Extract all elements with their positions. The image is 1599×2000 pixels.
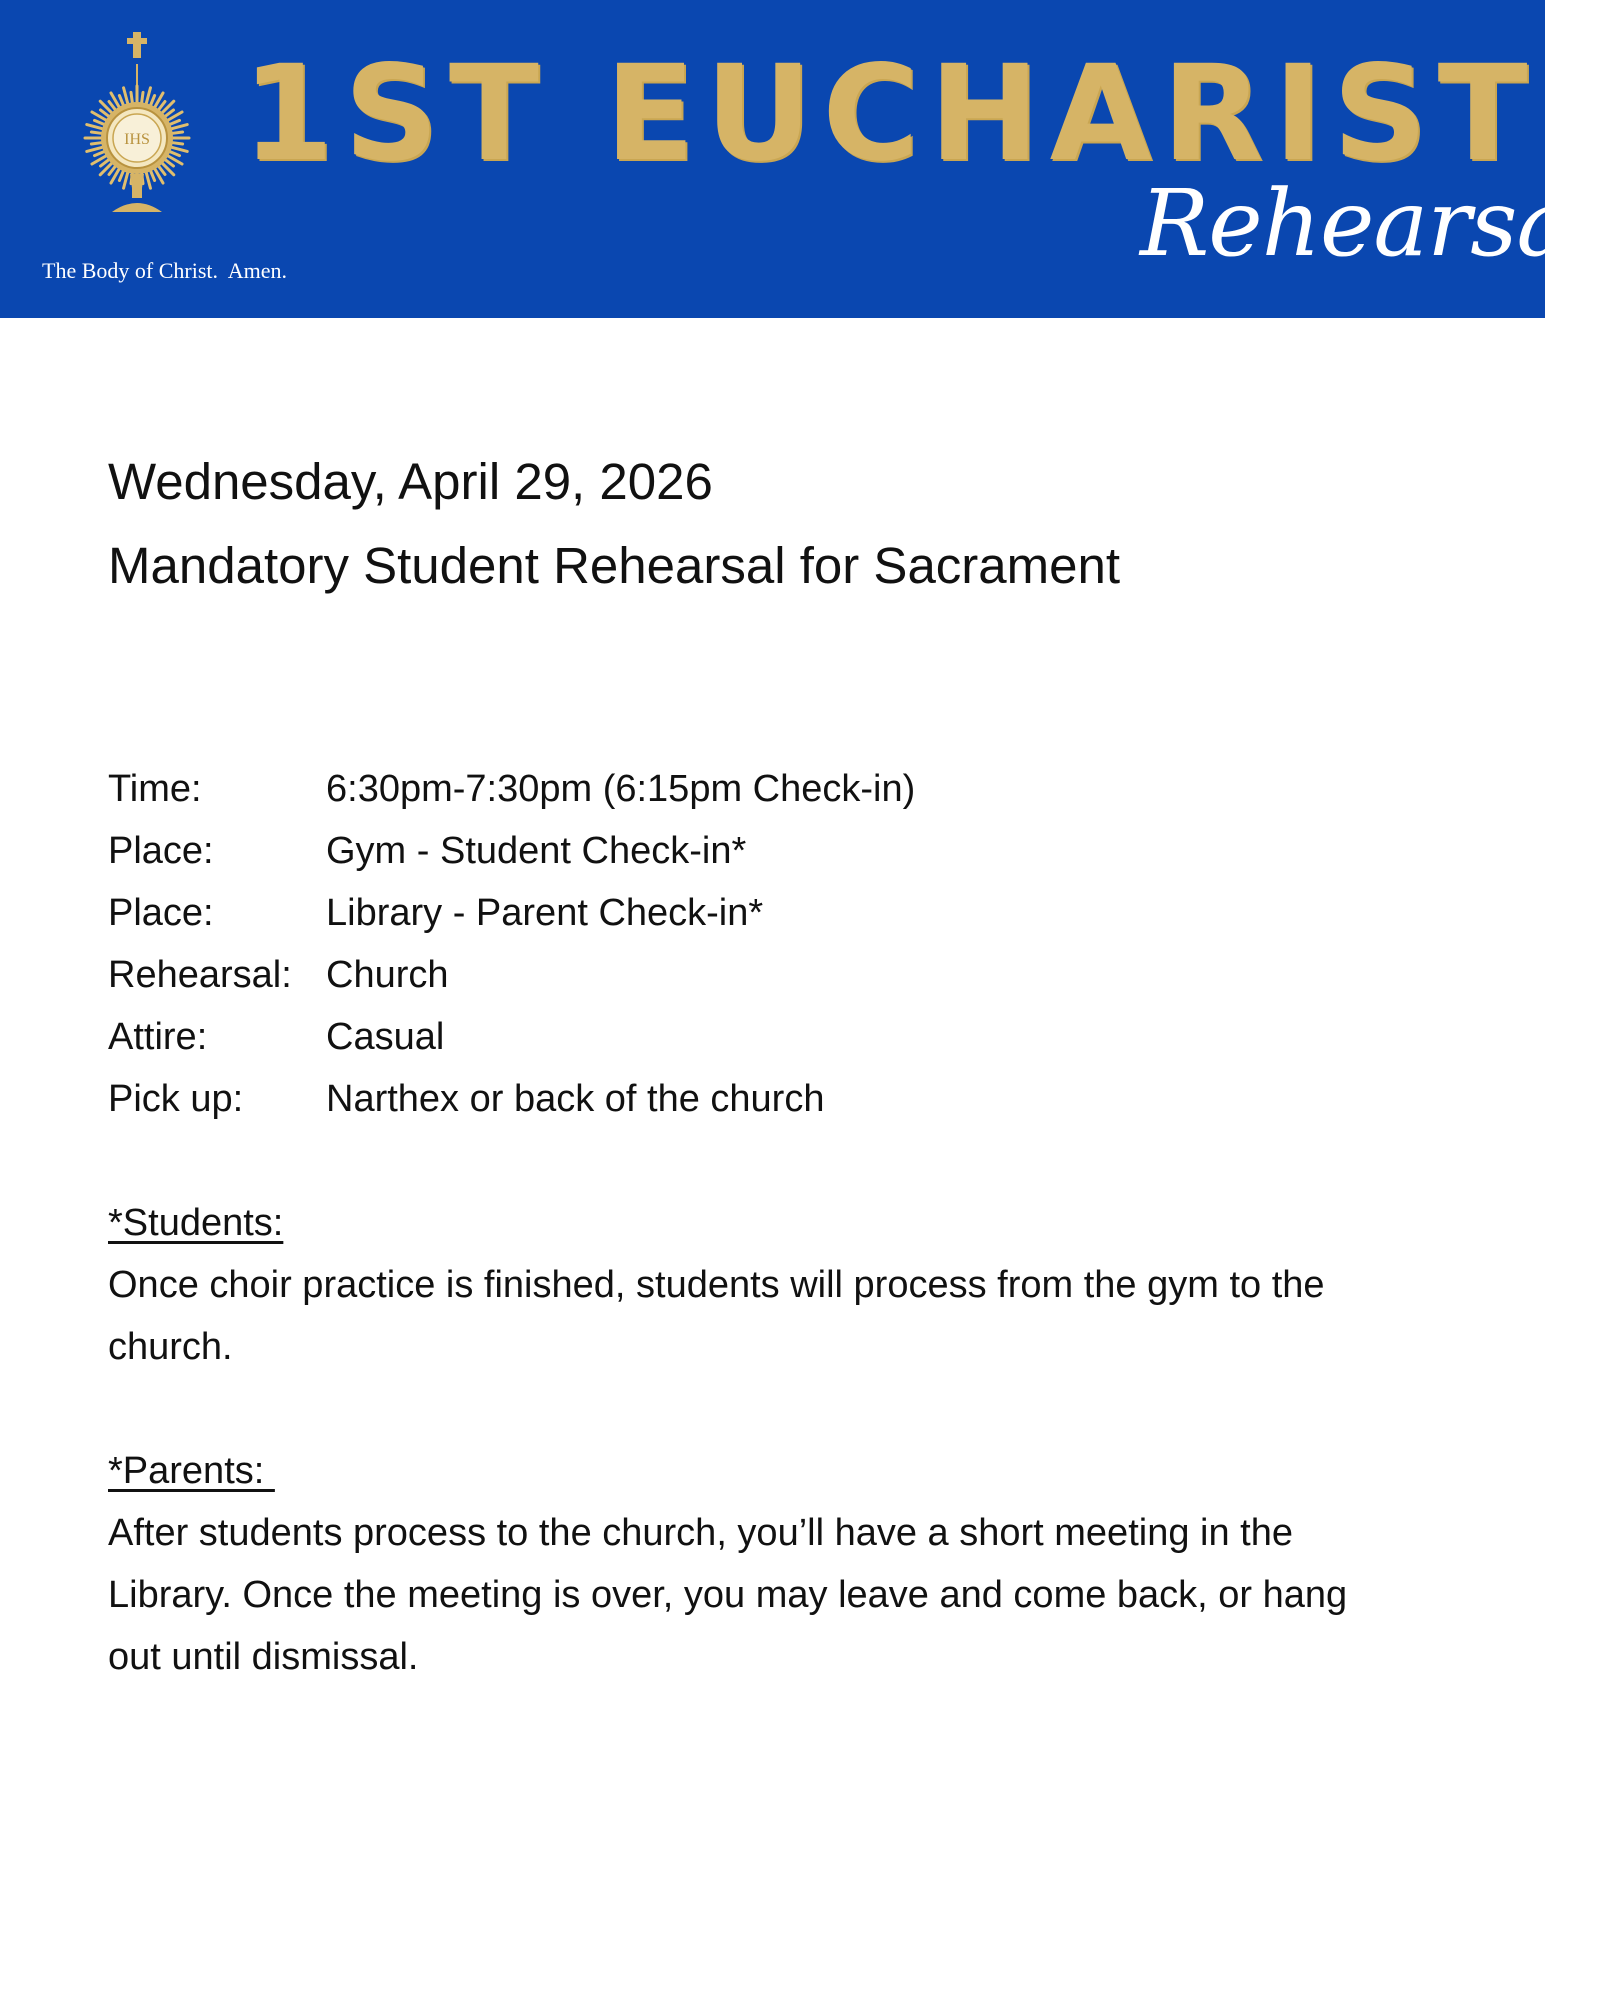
sunburst-ray	[151, 96, 155, 105]
main-title: 1ST EUCHARIST	[242, 37, 1538, 191]
detail-label: Rehearsal:	[108, 954, 292, 996]
sunburst-ray	[172, 125, 187, 129]
detail-row-place-parent	[108, 882, 1448, 944]
sunburst-ray	[170, 152, 179, 156]
students-note	[108, 1192, 1448, 1378]
students-body: Once choir practice is finished, students will process from the gym to the church.	[108, 1264, 1325, 1368]
students-heading: *Students:	[108, 1202, 284, 1244]
header-banner	[0, 0, 1599, 318]
sunburst-ray	[131, 92, 132, 102]
detail-value: Casual	[326, 1016, 445, 1058]
detail-value: Church	[326, 954, 449, 996]
detail-value: Narthex or back of the church	[326, 1078, 825, 1120]
sunburst-ray	[146, 88, 150, 103]
sunburst-ray	[124, 88, 128, 103]
event-date: Wednesday, April 29, 2026	[108, 453, 713, 510]
sunburst-ray	[151, 171, 155, 180]
sunburst-ray	[159, 102, 165, 110]
sunburst-ray	[91, 143, 101, 144]
sunburst-ray	[166, 160, 174, 166]
sunburst-ray	[124, 173, 128, 188]
sunburst-ray	[119, 96, 123, 105]
sunburst-ray	[101, 110, 109, 116]
sunburst-ray	[166, 110, 174, 116]
details-list	[108, 758, 1448, 1130]
detail-row-pickup	[108, 1068, 1448, 1130]
sunburst-ray	[109, 102, 115, 110]
sunburst-ray	[87, 125, 102, 129]
detail-label: Place:	[108, 892, 214, 934]
sunburst-ray	[91, 132, 101, 133]
detail-value: Gym - Student Check-in*	[326, 830, 747, 872]
sunburst-ray	[159, 167, 165, 175]
parents-body: After students process to the church, you’ll have a short meeting in the Library. Once the meeting is over, you may leave and come back, or hang out until dismissal.	[108, 1512, 1348, 1678]
sunburst-ray	[170, 120, 179, 124]
event-title: Mandatory Student Rehearsal for Sacrament	[108, 537, 1121, 594]
sunburst-ray	[142, 92, 143, 102]
sunburst-ray	[95, 152, 104, 156]
sunburst-ray	[173, 132, 183, 133]
svg-text:IHS: IHS	[124, 131, 150, 148]
detail-label: Place:	[108, 830, 214, 872]
tagline: The Body of Christ. Amen.	[42, 258, 288, 283]
detail-label: Time:	[108, 768, 202, 810]
detail-value: 6:30pm-7:30pm (6:15pm Check-in)	[326, 768, 916, 810]
monstrance-icon	[82, 28, 192, 212]
sunburst-ray	[87, 147, 102, 151]
detail-row-attire	[108, 1006, 1448, 1068]
sunburst-ray	[95, 120, 104, 124]
script-subtitle: Rehearsal	[1140, 170, 1599, 277]
sunburst-ray	[101, 160, 109, 166]
parents-heading: *Parents:	[108, 1450, 275, 1492]
detail-row-place-student	[108, 820, 1448, 882]
sunburst-ray	[109, 167, 115, 175]
detail-row-rehearsal	[108, 944, 1448, 1006]
detail-label: Pick up:	[108, 1078, 244, 1120]
sunburst-ray	[146, 173, 150, 188]
sunburst-ray	[172, 147, 187, 151]
sunburst-ray	[173, 143, 183, 144]
detail-row-time	[108, 758, 1448, 820]
parents-note	[108, 1440, 1448, 1688]
sunburst-ray	[119, 171, 123, 180]
detail-value: Library - Parent Check-in*	[326, 892, 764, 934]
detail-label: Attire:	[108, 1016, 208, 1058]
document-body	[108, 440, 1448, 1688]
